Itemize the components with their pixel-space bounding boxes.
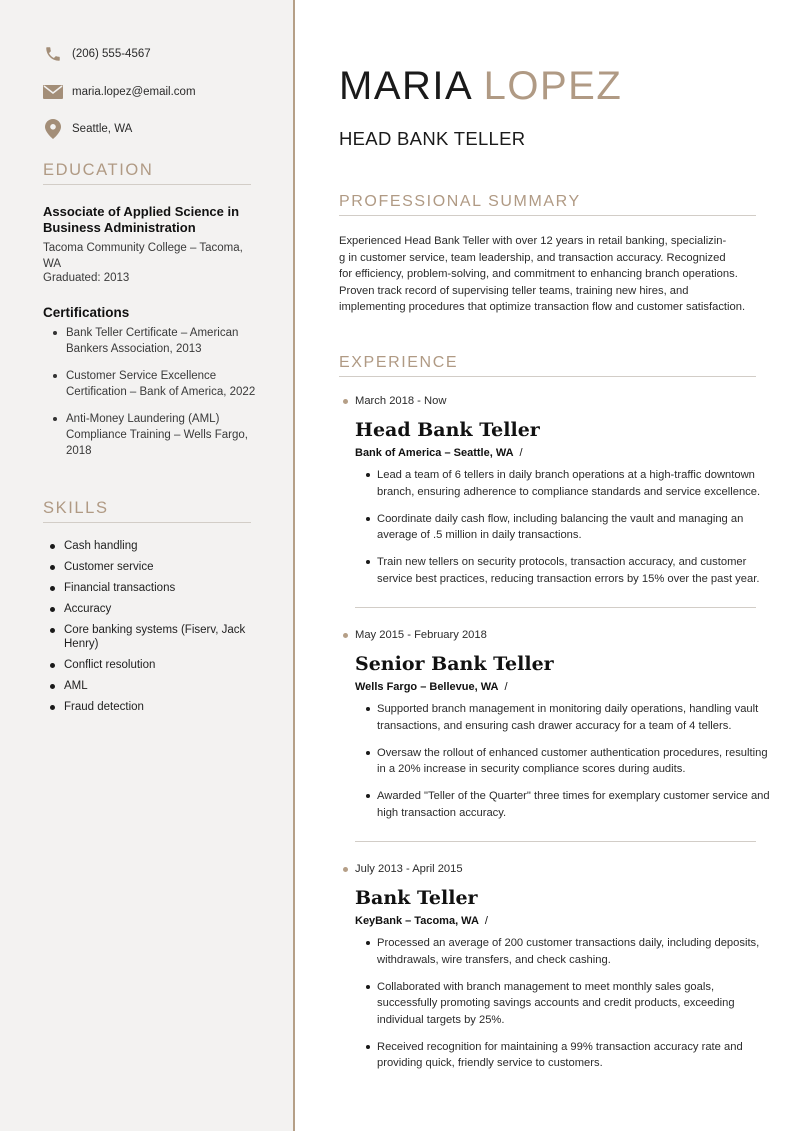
job-dates: May 2015 - February 2018: [339, 629, 774, 644]
skill-item: Core banking systems (Fiserv, Jack Henry): [43, 624, 263, 651]
phone-text: (206) 555-4567: [72, 48, 151, 60]
summary-heading: PROFESSIONAL SUMMARY: [339, 193, 756, 216]
skill-item: Customer service: [43, 561, 263, 575]
candidate-title: HEAD BANK TELLER: [339, 128, 526, 149]
summary-text: [339, 233, 764, 316]
job-bullet: Lead a team of 6 tellers in daily branch operations at a high-traffic downtown branch, ensuring adherence to compliance standards and service excellence.: [339, 467, 774, 500]
certification-item: Bank Teller Certificate – American Bankers Association, 2013: [43, 325, 263, 357]
job-divider: [355, 841, 756, 842]
summary-line: implementing procedures that optimize transaction flow and customer satisfaction.: [339, 301, 746, 313]
phone-icon: [43, 44, 63, 64]
summary-line: Proven track record of supervising teller teams, training new hires, and: [339, 284, 689, 297]
email-text: maria.lopez@email.com: [72, 86, 196, 98]
skill-item: Financial transactions: [43, 582, 263, 596]
contact-email: [43, 82, 196, 102]
skill-item: Fraud detection: [43, 701, 263, 715]
contact-location: [43, 119, 132, 139]
education-school: Tacoma Community College – Tacoma, WA: [43, 242, 243, 270]
job-bullet: Coordinate daily cash flow, including balancing the vault and managing an average of .5 million in daily transactions.: [339, 511, 774, 544]
job-bullets: [339, 935, 774, 1072]
location-text: Seattle, WA: [72, 123, 133, 135]
job-dates: March 2018 - Now: [339, 395, 774, 410]
certification-item: Customer Service Excellence Certification – Bank of America, 2022: [43, 368, 263, 400]
skill-item: AML: [43, 680, 263, 694]
job-bullet: Processed an average of 200 customer transactions daily, including deposits, withdrawals, wire transfers, and check cashing.: [339, 935, 774, 968]
company-separator: /: [519, 447, 523, 459]
skill-item: Cash handling: [43, 540, 263, 554]
company-separator: /: [504, 681, 508, 693]
map-pin-icon: [43, 119, 63, 139]
certifications-list: [43, 325, 263, 470]
job-entry: [339, 395, 774, 598]
certifications-heading: Certifications: [43, 305, 130, 320]
company-separator: /: [484, 915, 488, 927]
job-bullets: [339, 701, 774, 821]
education-degree: Associate of Applied Science in Business Administration: [43, 204, 240, 235]
job-role: Bank Teller: [355, 887, 478, 909]
job-role: Head Bank Teller: [355, 419, 540, 441]
job-bullet: Collaborated with branch management to meet monthly sales goals, successfully promoting savings accounts and credit products, exceeding individual targets by 25%.: [339, 979, 774, 1029]
education-graduated: Graduated: 2013: [43, 272, 130, 284]
company-name: KeyBank – Tacoma, WA: [355, 915, 479, 927]
skill-item: Accuracy: [43, 603, 263, 617]
skills-list: [43, 540, 263, 722]
sidebar: [0, 0, 295, 1131]
certification-item: Anti-Money Laundering (AML) Compliance Training – Wells Fargo, 2018: [43, 411, 263, 459]
job-dates: July 2013 - April 2015: [339, 863, 774, 878]
job-company: [355, 681, 774, 693]
skill-item: Conflict resolution: [43, 659, 263, 673]
job-bullet: Received recognition for maintaining a 99% transaction accuracy rate and providing quick, friendly service to customers.: [339, 1039, 774, 1072]
company-name: Wells Fargo – Bellevue, WA: [355, 681, 499, 693]
summary-line: Experienced Head Bank Teller with over 12 years in retail banking, specializin-: [339, 235, 727, 247]
summary-line: g in customer service, team leadership, and transaction accuracy. Recognized: [339, 251, 726, 264]
company-name: Bank of America – Seattle, WA: [355, 447, 514, 459]
job-bullets: [339, 467, 774, 587]
job-divider: [355, 607, 756, 608]
job-bullet: Supported branch management in monitoring daily operations, handling vault transactions, and ensuring cash drawer accuracy for a team of 4 tellers.: [339, 701, 774, 734]
education-heading: EDUCATION: [43, 161, 251, 185]
job-bullet: Awarded "Teller of the Quarter" three times for exemplary customer service and high transaction accuracy.: [339, 788, 774, 821]
candidate-name: [339, 64, 622, 109]
job-company: [355, 447, 774, 459]
first-name: MARIA: [339, 64, 471, 108]
contact-phone: [43, 44, 151, 64]
last-name: LOPEZ: [483, 64, 623, 108]
job-company: [355, 915, 774, 927]
job-bullet: Train new tellers on security protocols, transaction accuracy, and customer service best practices, reducing transaction errors by 15% over the past year.: [339, 554, 774, 587]
summary-line: for efficiency, problem-solving, and commitment to enhancing branch operations.: [339, 268, 738, 280]
job-entry: [339, 863, 774, 1082]
job-bullet: Oversaw the rollout of enhanced customer authentication procedures, resulting in a 20% increase in security compliance scores during audits.: [339, 745, 774, 778]
envelope-icon: [43, 82, 63, 102]
experience-heading: EXPERIENCE: [339, 354, 756, 377]
skills-heading: SKILLS: [43, 499, 251, 523]
job-role: Senior Bank Teller: [355, 653, 554, 675]
job-entry: [339, 629, 774, 832]
